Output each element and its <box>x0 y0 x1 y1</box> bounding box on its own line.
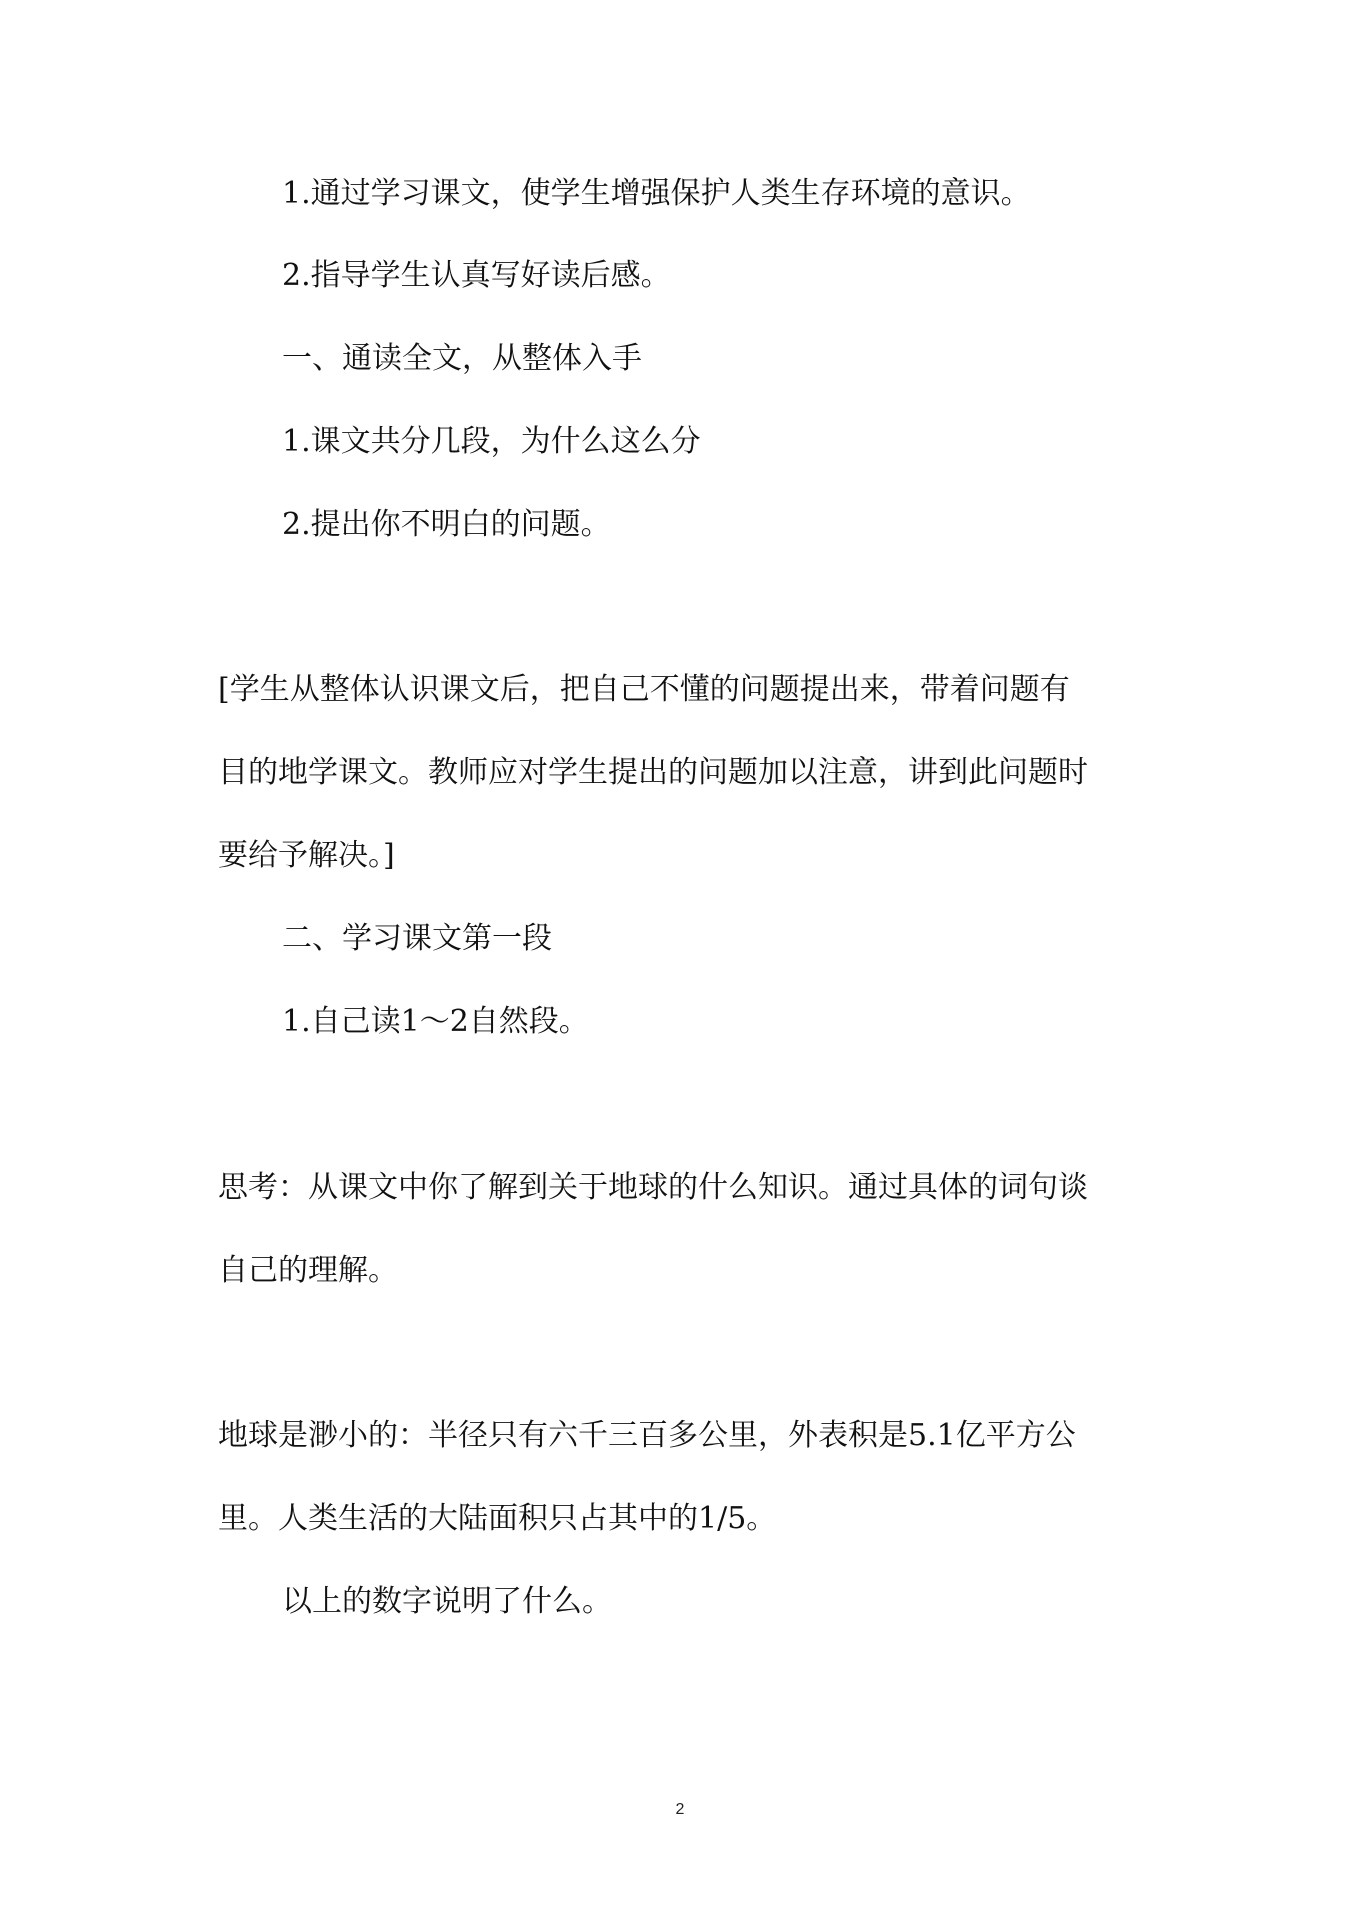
objective-2: 2.指导学生认真写好读后感。 <box>282 258 671 293</box>
teaching-note-line-2: 目的地学课文。教师应对学生提出的问题加以注意，讲到此问题时 <box>218 755 1088 790</box>
section-heading-2: 二、学习课文第一段 <box>282 921 552 956</box>
teaching-note-line-3: 要给予解决。] <box>218 838 395 873</box>
objective-1: 1.通过学习课文，使学生增强保护人类生存环境的意识。 <box>282 176 1031 211</box>
earth-fact-line-2: 里。人类生活的大陆面积只占其中的1/5。 <box>218 1501 777 1536</box>
earth-fact-line-1: 地球是渺小的：半径只有六千三百多公里，外表积是5.1亿平方公 <box>218 1418 1076 1453</box>
question-line: 以上的数字说明了什么。 <box>282 1584 612 1619</box>
thinking-prompt-line-1: 思考：从课文中你了解到关于地球的什么知识。通过具体的词句谈 <box>218 1170 1088 1205</box>
page-number: 2 <box>675 1801 685 1818</box>
step-1-1: 1.课文共分几段，为什么这么分 <box>282 424 701 459</box>
section-heading-1: 一、通读全文，从整体入手 <box>282 341 642 376</box>
step-1-2: 2.提出你不明白的问题。 <box>282 507 611 542</box>
step-2-1: 1.自己读1～2自然段。 <box>282 1004 589 1039</box>
thinking-prompt-line-2: 自己的理解。 <box>218 1253 398 1288</box>
teaching-note-line-1: [学生从整体认识课文后，把自己不懂的问题提出来，带着问题有 <box>218 672 1070 707</box>
